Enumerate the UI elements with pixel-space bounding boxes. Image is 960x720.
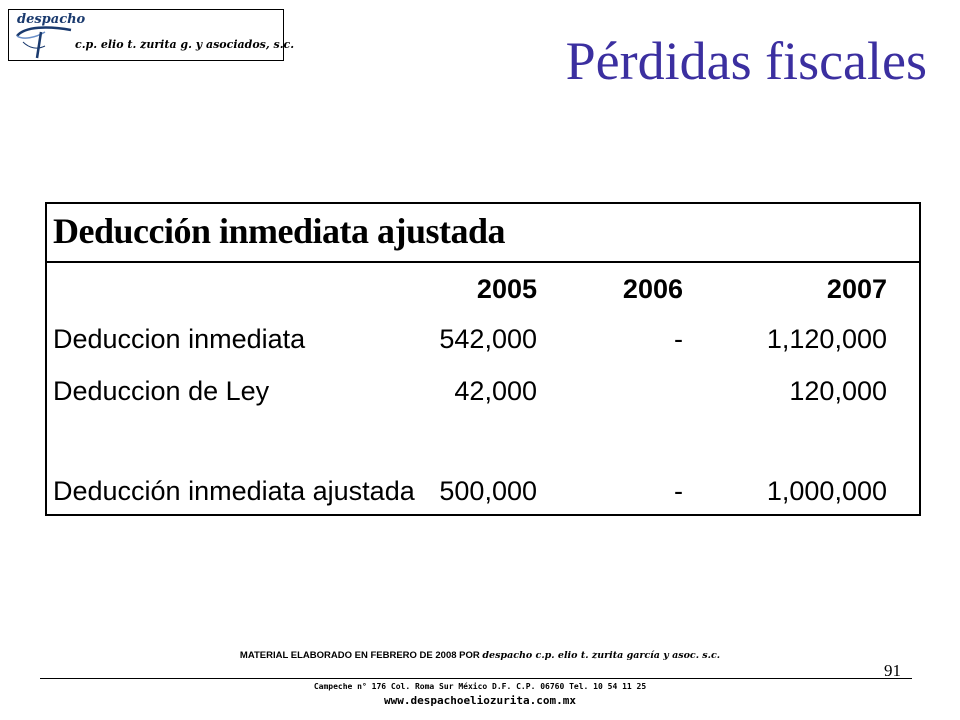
footer-note-firm: despacho c.p. elio t. zurita garcía y asoc. s.c. <box>482 650 721 661</box>
row-label-deduccion-inmediata: Deduccion inmediata <box>53 324 306 354</box>
row-label-deduccion-ajustada: Deducción inmediata ajustada <box>53 476 415 506</box>
cell-deduccion-inmediata-2006: - <box>674 324 683 354</box>
logo-brand-text: despacho <box>17 12 86 27</box>
cell-deduccion-de-ley-2007: 120,000 <box>789 376 887 406</box>
logo-swoosh-icon <box>15 24 73 60</box>
cell-deduccion-inmediata-2007: 1,120,000 <box>766 324 887 354</box>
logo-firm-name: c.p. elio t. zurita g. y asociados, s.c. <box>75 38 295 51</box>
column-header-2007: 2007 <box>826 274 887 304</box>
firm-logo <box>8 9 295 61</box>
cell-deduccion-ajustada-2005: 500,000 <box>439 476 537 506</box>
cell-deduccion-ajustada-2006: - <box>674 476 683 506</box>
column-header-2006: 2006 <box>622 274 683 304</box>
cell-deduccion-de-ley-2005: 42,000 <box>454 376 537 406</box>
page-title: Pérdidas fiscales <box>565 31 927 91</box>
page-number: 91 <box>884 661 901 680</box>
deduction-table <box>45 202 921 516</box>
footer-address: Campeche n° 176 Col. Roma Sur México D.F. C.P. 06760 Tel. 10 54 11 25 <box>313 682 647 691</box>
footer-website-link[interactable]: www.despachoeliozurita.com.mx <box>383 694 577 707</box>
table-title: Deducción inmediata ajustada <box>53 211 506 251</box>
cell-deduccion-inmediata-2005: 542,000 <box>439 324 537 354</box>
table-title-row <box>47 204 919 263</box>
footer-divider <box>40 678 912 679</box>
footer-note-prefix: MATERIAL ELABORADO EN FEBRERO DE 2008 POR <box>239 650 480 661</box>
cell-deduccion-ajustada-2007: 1,000,000 <box>766 476 887 506</box>
column-header-2005: 2005 <box>476 274 537 304</box>
row-label-deduccion-de-ley: Deduccion de Ley <box>53 376 270 406</box>
footer-note <box>0 650 960 661</box>
